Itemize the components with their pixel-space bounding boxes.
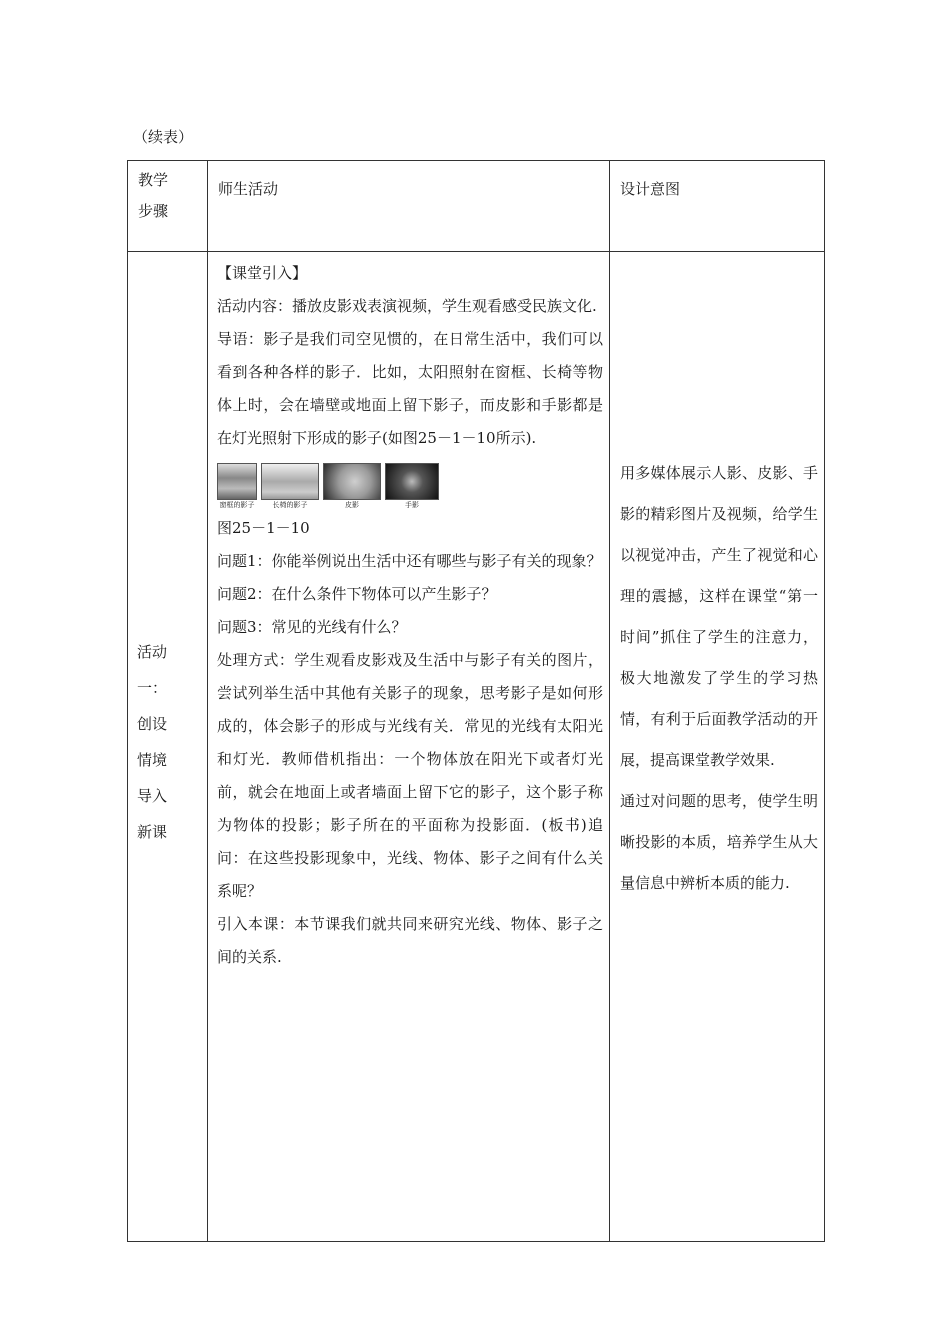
activity-content: 活动内容：播放皮影戏表演视频，学生观看感受民族文化. [217,297,597,315]
figure-shadow-puppet [323,463,381,510]
step-line: 一： [137,679,168,697]
header-activity: 师生活动 [208,161,610,252]
activity-intro: 导语：影子是我们司空见惯的，在日常生活中，我们可以看到各种各样的影子．比如，太阳照射在窗框、长椅等物体上时，会在墙壁或地面上留下影子，而皮影和手影都是在灯光照射下形成的影子(如图25－1－10所示). [217,330,603,447]
step-line: 创设 [137,715,168,733]
figure-window-shadow [217,463,257,510]
window-shadow-photo [217,463,257,500]
intent-cell [610,252,825,1242]
header-step-line1: 教学 [138,171,169,189]
header-intent: 设计意图 [610,161,825,252]
section-title: 【课堂引入】 [217,264,308,282]
step-line: 新课 [137,823,168,841]
bench-shadow-photo [261,463,319,500]
figure-caption: 长椅的影子 [272,501,308,509]
step-text [137,634,187,850]
figure-hand-shadow [385,463,439,510]
intent-text [620,453,818,904]
lesson-table [127,160,825,1242]
figure-caption: 窗框的影子 [219,501,255,509]
lead-in: 引入本课：本节课我们就共同来研究光线、物体、影子之间的关系. [217,915,603,966]
figure-caption: 皮影 [345,501,359,509]
step-line: 导入 [137,787,168,805]
question-2: 问题2：在什么条件下物体可以产生影子？ [217,585,497,603]
question-3: 问题3：常见的光线有什么？ [217,618,407,636]
figure-bench-shadow [261,463,319,510]
header-step [128,161,208,252]
figure-strip [217,463,603,510]
continued-label: （续表） [133,128,194,146]
step-cell [128,252,208,1242]
table-row [128,252,825,1242]
figure-label: 图25－1－10 [217,519,310,537]
activity-cell [208,252,610,1242]
table-header-row [128,161,825,252]
intent-paragraph-2: 通过对问题的思考，使学生明晰投影的本质，培养学生从大量信息中辨析本质的能力. [620,792,818,892]
question-1: 问题1：你能举例说出生活中还有哪些与影子有关的现象？ [217,552,602,570]
hand-shadow-photo [385,463,439,500]
handling-method: 处理方式：学生观看皮影戏及生活中与影子有关的图片，尝试列举生活中其他有关影子的现象，思考影子是如何形成的，体会影子的形成与光线有关．常见的光线有太阳光和灯光．教师借机指出：一个物体放在阳光下或者灯光前，就会在地面上或者墙面上留下它的影子，这个影子称为物体的投影；影子所在的平面称为投影面．(板书)追问：在这些投影现象中，光线、物体、影子之间有什么关系呢？ [217,651,603,900]
shadow-puppet-photo [323,463,381,500]
header-step-line2: 步骤 [138,202,169,220]
step-line: 情境 [137,751,168,769]
intent-paragraph-1: 用多媒体展示人影、皮影、手影的精彩图片及视频，给学生以视觉冲击，产生了视觉和心理的震撼，这样在课堂“第一时间”抓住了学生的注意力，极大地激发了学生的学习热情，有利于后面教学活动的开展，提高课堂教学效果. [620,464,818,769]
figure-caption: 手影 [405,501,419,509]
step-line: 活动 [137,643,168,661]
